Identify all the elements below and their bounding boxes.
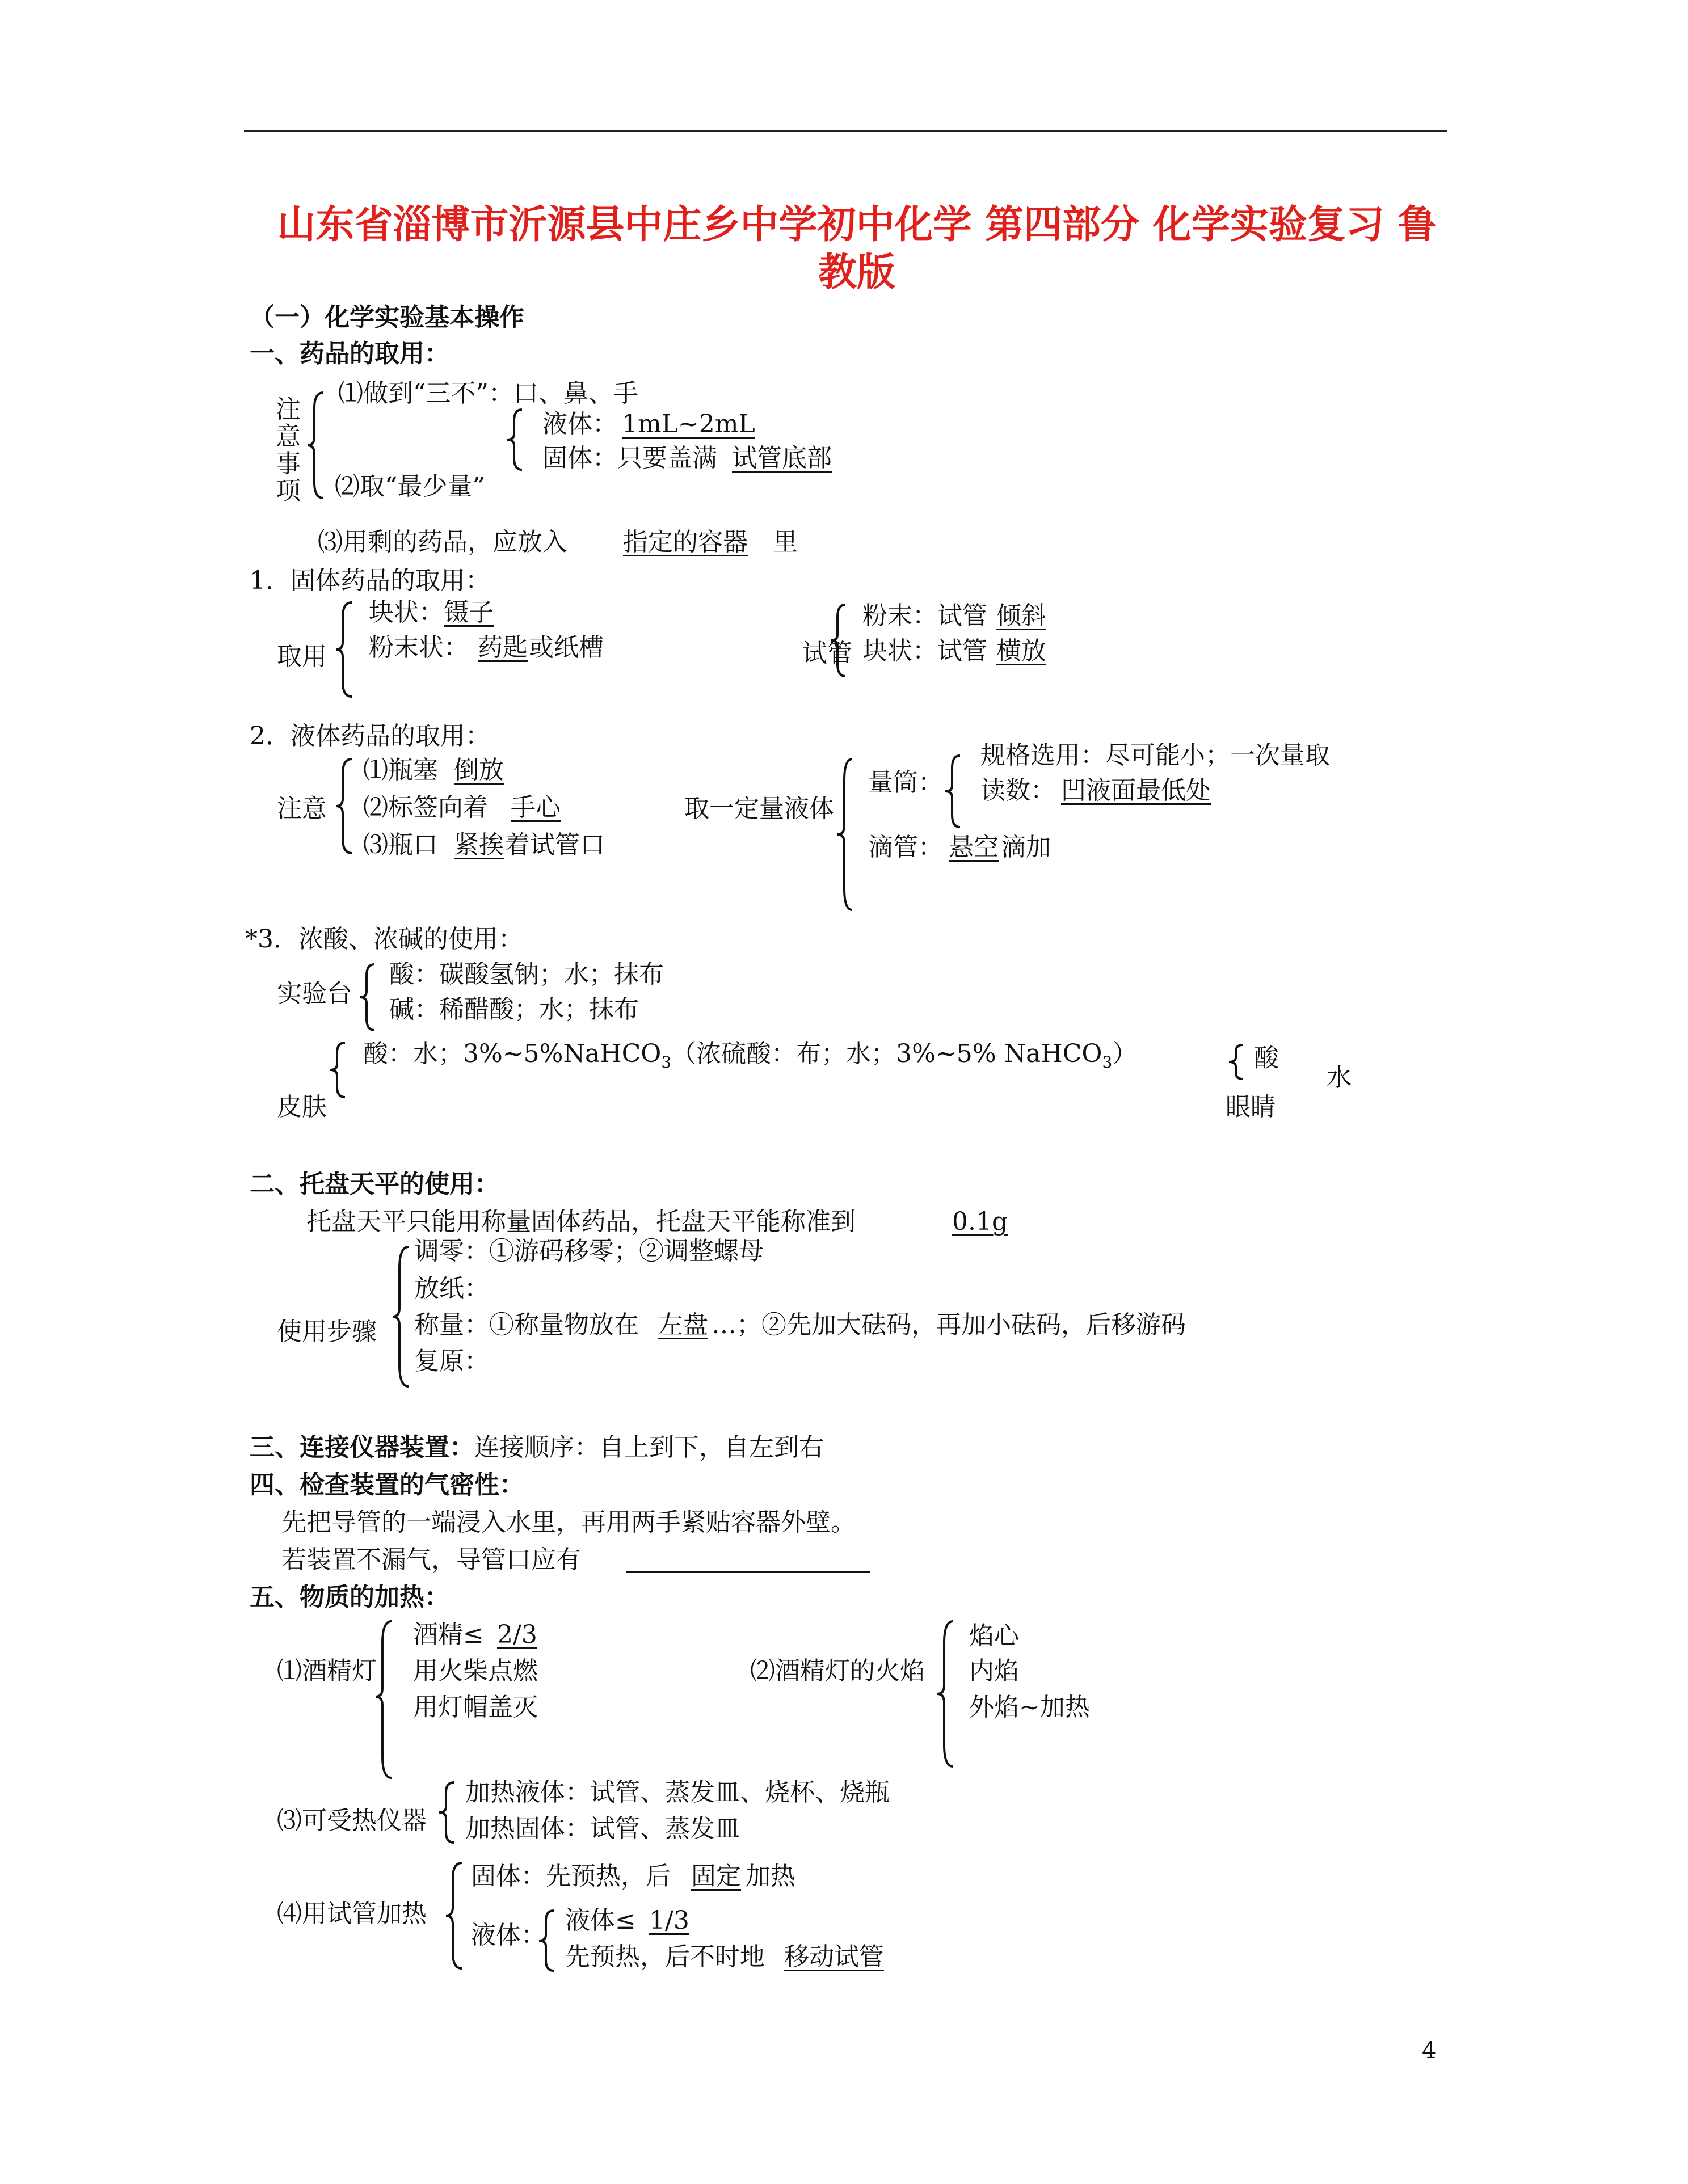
- heating-heading: 五、物质的加热：: [250, 1583, 449, 1612]
- liquid-amount-value: 1mL~2mL: [622, 410, 755, 439]
- balance-step-3-value: 左盘: [658, 1310, 708, 1339]
- rule-leftover-post: 里: [773, 528, 798, 556]
- brace-notes: [306, 391, 329, 499]
- balance-step-2: 放纸：: [414, 1274, 489, 1303]
- eye-acid: 酸: [1254, 1044, 1279, 1073]
- liquid-reagent-heading: 2．液体药品的取用：: [250, 722, 490, 751]
- rule-three-no: ⑴做到“三不”：口、鼻、手: [338, 379, 638, 408]
- rule-leftover-value: 指定的容器: [623, 528, 748, 556]
- side-label-char-4: 项: [276, 477, 301, 505]
- tube-liquid-2-pre: 先预热，后不时地: [565, 1942, 765, 1971]
- brace-lamp: [374, 1620, 397, 1779]
- tube-powder-label: 粉末：试管: [862, 601, 987, 630]
- note3-post: 着试管口: [505, 830, 605, 859]
- tube-liquid-1-pre: 液体≤: [565, 1906, 636, 1935]
- cylinder-label: 量筒：: [868, 768, 943, 797]
- balance-heading: 二、托盘天平的使用：: [250, 1170, 499, 1199]
- brace-heatable: [438, 1781, 458, 1844]
- lamp-rule-3: 用灯帽盖灭: [413, 1693, 538, 1722]
- section-reagent-heading: 一、药品的取用：: [250, 339, 449, 368]
- rule-least-amount: ⑵取“最少量”: [335, 472, 485, 501]
- brace-take: [335, 601, 357, 698]
- brace-amount: [505, 408, 528, 471]
- take-label: 取用: [277, 642, 327, 671]
- dropper-label: 滴管：: [868, 833, 943, 862]
- tube-solid-pre: 固体：先预热，后: [471, 1862, 671, 1891]
- lamp-rule-2: 用火柴点燃: [413, 1656, 538, 1685]
- balance-desc-pre: 托盘天平只能用称量固体药品，托盘天平能称准到: [306, 1207, 856, 1236]
- header-rule: [244, 130, 1447, 132]
- powder-post: 或纸槽: [529, 633, 604, 662]
- brace-bench: [359, 963, 379, 1031]
- tube-heat-label: ⑷用试管加热: [277, 1899, 427, 1928]
- airtight-line-1: 先把导管的一端浸入水里，再用两手紧贴容器外壁。: [281, 1508, 856, 1537]
- notes-label: 注意: [277, 794, 327, 823]
- flame-label: ⑵酒精灯的火焰: [750, 1656, 925, 1685]
- lamp-rule-1-value: 2/3: [497, 1620, 537, 1649]
- brace-tube-liquid: [538, 1909, 558, 1972]
- tube-block-label: 块状：试管: [862, 636, 987, 665]
- measure-label: 取一定量液体: [684, 794, 834, 823]
- side-label-char-3: 事: [276, 449, 301, 478]
- airtight-answer-blank: [626, 1571, 870, 1573]
- solid-amount-label: 固体：只要盖满: [542, 444, 717, 473]
- heatable-label: ⑶可受热仪器: [277, 1806, 427, 1835]
- tube-liquid-1-value: 1/3: [649, 1906, 689, 1935]
- brace-tube-heat: [445, 1862, 468, 1970]
- skin-label: 皮肤: [277, 1093, 327, 1121]
- solid-reagent-heading: 1．固体药品的取用：: [250, 566, 490, 595]
- dropper-post: 滴加: [1001, 833, 1051, 862]
- balance-step-3-post: …；②先加大砝码，再加小砝码，后移游码: [712, 1310, 1186, 1339]
- balance-steps-label: 使用步骤: [277, 1317, 377, 1346]
- powder-label: 粉末状：: [369, 633, 469, 662]
- cylinder-spec: 规格选用：尽可能小；一次量取: [980, 741, 1330, 770]
- lamp-label: ⑴酒精灯: [277, 1656, 377, 1685]
- balance-step-4: 复原：: [414, 1347, 489, 1376]
- eye-label: 眼睛: [1226, 1093, 1276, 1121]
- balance-desc-value: 0.1g: [952, 1207, 1008, 1236]
- tube-block-value: 横放: [996, 636, 1046, 665]
- connect-text: 连接顺序：自上到下，自左到右: [474, 1433, 824, 1462]
- brace-eye: [1228, 1044, 1246, 1080]
- heat-solid: 加热固体：试管、蒸发皿: [465, 1814, 740, 1843]
- eye-water: 水: [1327, 1063, 1352, 1092]
- note3-value: 紧挨: [454, 830, 504, 859]
- brace-cylinder: [944, 754, 965, 828]
- block-value: 镊子: [444, 598, 494, 627]
- dropper-value: 悬空: [949, 833, 999, 862]
- flame-outer: 外焰~加热: [969, 1693, 1090, 1722]
- section-basic-ops-heading: （一）化学实验基本操作: [250, 303, 524, 332]
- bench-base: 碱：稀醋酸；水；抹布: [389, 995, 639, 1024]
- cylinder-read-label: 读数：: [980, 776, 1055, 805]
- airtight-heading: 四、检查装置的气密性：: [250, 1470, 524, 1499]
- connect-heading: 三、连接仪器装置：: [250, 1433, 474, 1462]
- connect-section: [250, 1432, 824, 1464]
- tube-label: 试管: [802, 639, 852, 668]
- brace-measure: [836, 758, 857, 911]
- flame-inner-core: 焰心: [969, 1621, 1019, 1650]
- rule-leftover-pre: ⑶用剩的药品，应放入: [318, 528, 567, 556]
- bench-label: 实验台: [277, 979, 352, 1008]
- side-label-char-2: 意: [276, 422, 301, 451]
- tube-liquid-2-value: 移动试管: [784, 1942, 884, 1971]
- page-number: 4: [1422, 2038, 1437, 2064]
- note1-value: 倒放: [454, 756, 504, 785]
- note3-label: ⑶瓶口: [363, 830, 438, 859]
- skin-acid-text: 酸：水；3%~5%NaHCO$_3$（浓硫酸：布；水；3%~5% NaHCO$_3$）: [363, 1039, 1138, 1072]
- note1-label: ⑴瓶塞: [363, 756, 438, 785]
- side-label-char-1: 注: [276, 395, 301, 424]
- tube-solid-post: 加热: [746, 1862, 795, 1891]
- document-title-line1: 山东省淄博市沂源县中庄乡中学初中化学 第四部分 化学实验复习 鲁: [277, 202, 1437, 247]
- bench-acid: 酸：碳酸氢钠；水；抹布: [389, 960, 664, 989]
- brace-liquid-notes: [335, 758, 357, 854]
- balance-step-1: 调零：①游码移零；②调整螺母: [414, 1237, 764, 1266]
- airtight-line-2: 若装置不漏气，导管口应有: [281, 1545, 581, 1574]
- liquid-amount-label: 液体：: [542, 410, 617, 439]
- tube-liquid-label: 液体：: [471, 1921, 546, 1950]
- note2-value: 手心: [511, 793, 561, 822]
- brace-tube: [830, 604, 850, 677]
- acid-base-heading: *3．浓酸、浓碱的使用：: [245, 925, 523, 954]
- flame-inner: 内焰: [969, 1656, 1019, 1685]
- powder-value: 药匙: [478, 633, 528, 662]
- note2-label: ⑵标签向着: [363, 793, 488, 822]
- solid-amount-value: 试管底部: [732, 444, 832, 473]
- tube-solid-value: 固定: [691, 1862, 741, 1891]
- balance-step-3-pre: 称量：①称量物放在: [414, 1310, 639, 1339]
- brace-skin: [329, 1042, 350, 1098]
- cylinder-read-value: 凹液面最低处: [1061, 776, 1211, 805]
- heat-liquid: 加热液体：试管、蒸发皿、烧杯、烧瓶: [465, 1778, 890, 1807]
- brace-flame: [936, 1620, 959, 1768]
- document-title-line2: 教版: [818, 250, 895, 295]
- lamp-rule-1-pre: 酒精≤: [413, 1620, 484, 1649]
- tube-powder-value: 倾斜: [996, 601, 1046, 630]
- brace-balance: [392, 1246, 414, 1388]
- block-label: 块状：: [369, 598, 444, 627]
